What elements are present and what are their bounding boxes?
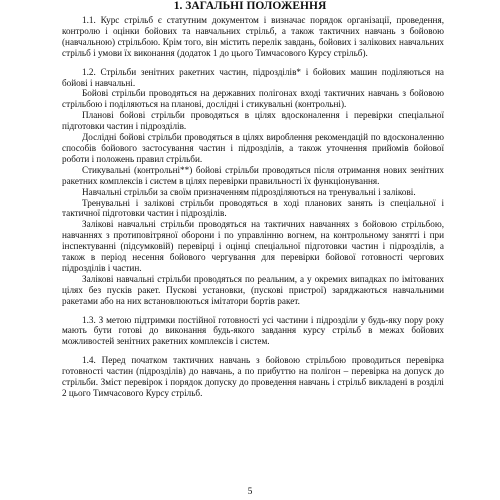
paragraph-training-firing: Навчальні стрільби за своїм призначенням підрозділяються на тренувальні і залікові. bbox=[82, 186, 416, 197]
section-heading: 1. ЗАГАЛЬНІ ПОЛОЖЕННЯ bbox=[173, 0, 327, 12]
paragraph-experimental-firing: Дослідні бойові стрільби проводяться в цілях вироблення рекомендацій по вдосконаленню способів бойового застосування частин і підрозділів, а також уточнення прийомів бойової роботи і положень правил стрільби. bbox=[62, 132, 444, 164]
paragraph-credit-targets: Залікові навчальні стрільби проводяться по реальним, а у окремих випадках по імітованих цілях без пусків ракет. Пускові установки, (пускові пристрої) заряджаються навчальними ракетами або на них встановлюються імітатори бортів ракет. bbox=[62, 273, 444, 306]
paragraph-training-credit: Тренувальні і залікові стрільби проводяться в ході планових занять із спеціальної і тактичної підготовки частин і підрозділів. bbox=[62, 197, 444, 219]
paragraph-combat-firing: Бойові стрільби проводяться на державних полігонах входi тактичних навчань з бойовою стрільбою і поділяються на планові, дослідні і стикувальні (контрольні). bbox=[62, 88, 444, 110]
document-body bbox=[62, 15, 444, 399]
paragraph-control-firing: Стикувальні (контрольні**) бойові стрільби проводяться після отримання нових зенітних ракетних комплексів і систем в цілях перевірки правильності їх функціонування. bbox=[62, 164, 444, 186]
paragraph-1-1: 1.1. Курс стрільб є статутним документом і визначає порядок організації, проведення, контролю і оцінки бойових та навчальних стрільб, а також тактичних навчань з бойовою (навчальною) стрільбою. Крім того, він містить перелік завдань, бойових і залікових навчальних стрільб і умови їх виконання (додаток 1 до цього Тимчасового Курсу стрільб). bbox=[62, 15, 444, 58]
paragraph-credit-firing: Залікові навчальні стрільби проводяться на тактичних навчаннях з бойовою стрільбою, навчаннях з протиповітряної оборони і по управлінню вогнем, на контрольному занятті і при інспектуванні (підсумковій) перевірці і оцінці спеціальної підготовки частин і підрозділів, а також в період несення бойового чергування для перевірки бойової готовності чергових підрозділів і частин. bbox=[62, 219, 444, 273]
paragraph-1-3: 1.3. З метою підтримки постійної готовності усі частини і підрозділи у будь-яку пору року мають бути готові до виконання будь-якого завдання курсу стрільб в межах бойових можливостей зенітних ракетних комплексів і систем. bbox=[62, 314, 444, 347]
paragraph-1-4: 1.4. Перед початком тактичних навчань з бойовою стрільбою проводиться перевірка готовності частин (підрозділів) до навчань, а по прибуттю на полігон – перевірка на допуск до стрільби. Зміст перевірок і порядок допуску до проведення навчань і стрільб викладені в розділі 2 цього Тимчасового Курсу стрільб. bbox=[62, 355, 444, 398]
paragraph-planned-firing: Планові бойові стрільби проводяться в цілях вдосконалення і перевірки спеціальної підготовки частин і підрозділів. bbox=[62, 110, 444, 132]
page-number: 5 bbox=[247, 487, 253, 497]
paragraph-1-2: 1.2. Стрільби зенітних ракетних частин, підрозділів* і бойових машин поділяються на бойові і навчальні. bbox=[62, 66, 444, 88]
